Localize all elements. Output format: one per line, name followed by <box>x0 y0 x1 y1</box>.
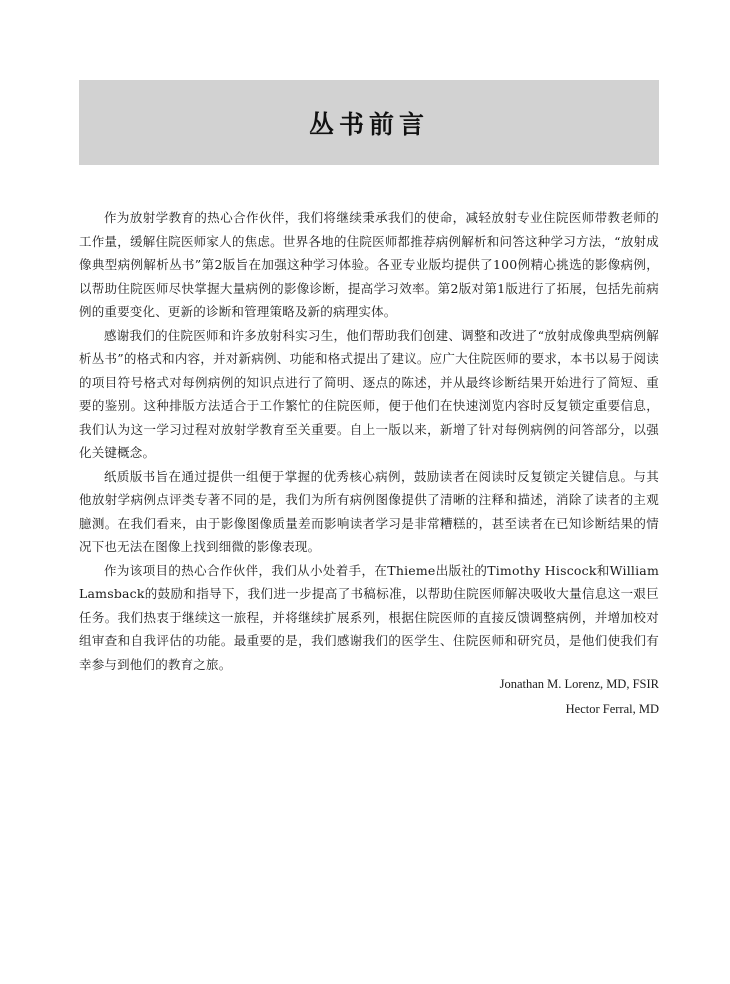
author-name: Hector Ferral, MD <box>565 702 659 716</box>
title-banner <box>79 80 659 165</box>
preface-body <box>79 206 659 676</box>
preface-paragraph: 作为放射学教育的热心合作伙伴，我们将继续秉承我们的使命，减轻放射专业住院医师带教老师的工作量，缓解住院医师家人的焦虑。世界各地的住院医师都推荐病例解析和问答这种学习方法，“放射成像典型病例解析丛书”第2版旨在加强这种学习体验。各亚专业版均提供了100例精心挑选的影像病例，以帮助住院医师尽快掌握大量病例的影像诊断，提高学习效率。第2版对第1版进行了拓展，包括先前病例的重要变化、更新的诊断和管理策略及新的病理实体。 <box>79 210 659 319</box>
preface-paragraph: 纸质版书旨在通过提供一组便于掌握的优秀核心病例，鼓励读者在阅读时反复锁定关键信息。与其他放射学病例点评类专著不同的是，我们为所有病例图像提供了清晰的注释和描述，消除了读者的主观臆测。在我们看来，由于影像图像质量差而影响读者学习是非常糟糕的，甚至读者在已知诊断结果的情况下也无法在图像上找到细微的影像表现。 <box>79 468 659 554</box>
page-title: 丛书前言 <box>308 109 429 139</box>
preface-paragraph: 作为该项目的热心合作伙伴，我们从小处着手，在Thieme出版社的Timothy Hiscock和William Lamsback的鼓励和指导下，我们进一步提高了书稿标准，以帮助住院医师解决吸收大量信息这一艰巨任务。我们热衷于继续这一旅程，并将继续扩展系列，根据住院医师的直接反馈调整病例，并增加校对组审查和自我评估的功能。最重要的是，我们感谢我们的医学生、住院医师和研究员，是他们使我们有幸参与到他们的教育之旅。 <box>79 562 659 672</box>
author-name: Jonathan M. Lorenz, MD, FSIR <box>499 677 659 691</box>
preface-paragraph: 感谢我们的住院医师和许多放射科实习生，他们帮助我们创建、调整和改进了“放射成像典型病例解析丛书”的格式和内容，并对新病例、功能和格式提出了建议。应广大住院医师的要求，本书以易于阅读的项目符号格式对每例病例的知识点进行了简明、逐点的陈述，并从最终诊断结果开始进行了简短、重要的鉴别。这种排版方法适合于工作繁忙的住院医师，便于他们在快速浏览内容时反复锁定重要信息，我们认为这一学习过程对放射学教育至关重要。自上一版以来，新增了针对每例病例的问答部分，以强化关键概念。 <box>79 327 659 460</box>
author-signatures <box>500 672 659 722</box>
